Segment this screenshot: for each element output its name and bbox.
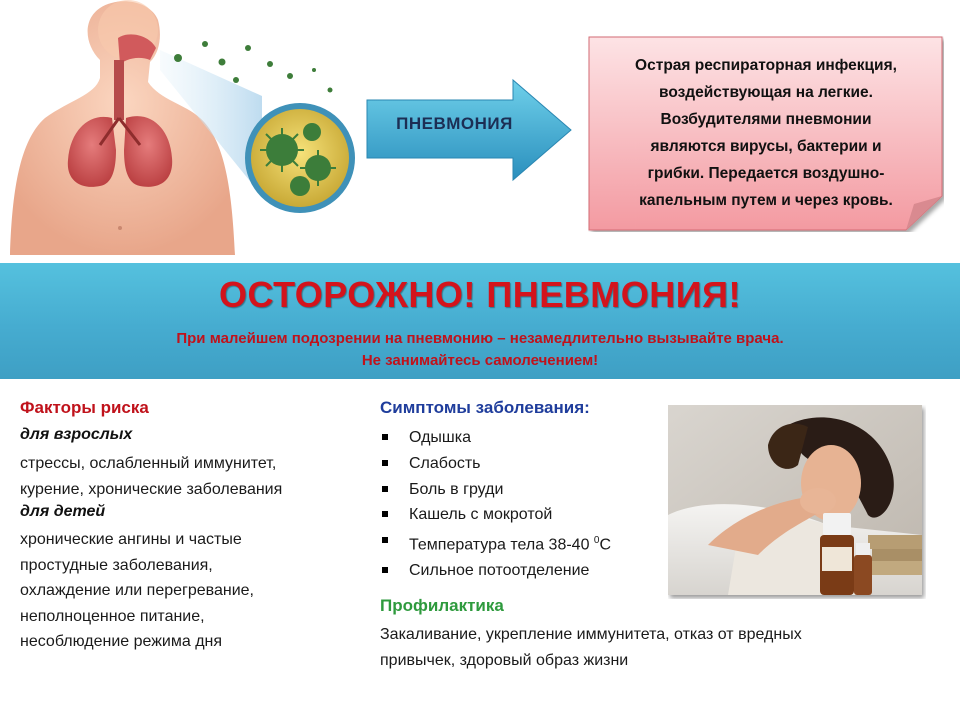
- bullet-icon: [382, 567, 388, 573]
- symptom-item: [380, 477, 611, 503]
- symptom-item: [380, 451, 611, 477]
- prevention-title: Профилактика: [380, 596, 504, 615]
- symptom-item: [380, 558, 611, 584]
- symptom-item: [380, 528, 611, 558]
- bullet-icon: [382, 460, 388, 466]
- bullet-icon: [382, 537, 388, 543]
- risk-line: охлаждение или перегревание,: [20, 582, 254, 599]
- definition-line: капельным путем и через кровь.: [639, 192, 893, 209]
- risk-adults-text: [20, 451, 365, 502]
- risk-children-label: для детей: [20, 503, 106, 520]
- definition-line: грибки. Передается воздушно-: [647, 165, 885, 182]
- symptom-item: [380, 425, 611, 451]
- prevention-line: привычек, здоровый образ жизни: [380, 651, 629, 669]
- symptom-text: Одышка: [409, 429, 472, 446]
- temperature-degree: 0: [593, 535, 600, 547]
- risk-line: стрессы, ослабленный иммунитет,: [20, 455, 277, 472]
- symptom-item: [380, 502, 611, 528]
- risk-factors-title: Факторы риска: [20, 398, 149, 417]
- warning-subtitle-line: Не занимайтесь самолечением!: [361, 352, 599, 369]
- definition-line: являются вирусы, бактерии и: [650, 138, 882, 155]
- symptoms-list: [380, 425, 611, 584]
- bullet-icon: [382, 486, 388, 492]
- symptom-text: Слабость: [409, 454, 481, 472]
- symptoms-title: Симптомы заболевания:: [380, 398, 590, 417]
- risk-line: простудные заболевания,: [20, 556, 213, 574]
- temperature-unit: С: [599, 536, 612, 554]
- risk-line: курение, хронические заболевания: [20, 480, 283, 498]
- symptom-text: Температура тела 38-40: [409, 536, 590, 554]
- definition-line: Возбудителями пневмонии: [660, 111, 872, 128]
- definition-line: воздействующая на легкие.: [659, 84, 873, 101]
- arrow-label: ПНЕВМОНИЯ: [396, 114, 513, 133]
- respiratory-system-illustration: [0, 0, 360, 255]
- warning-title: ОСТОРОЖНО! ПНЕВМОНИЯ!: [219, 274, 741, 315]
- bullet-icon: [382, 434, 388, 440]
- risk-adults-label: для взрослых: [20, 426, 133, 443]
- bullet-icon: [382, 511, 388, 517]
- prevention-text: [380, 622, 910, 673]
- risk-line: хронические ангины и частые: [20, 531, 242, 548]
- risk-line: неполноценное питание,: [20, 607, 205, 625]
- symptom-text: Кашель с мокротой: [409, 506, 553, 524]
- symptom-text: Сильное потоотделение: [409, 562, 590, 580]
- prevention-line: Закаливание, укрепление иммунитета, отказ от вредных: [380, 626, 802, 643]
- risk-children-text: [20, 527, 365, 655]
- risk-line: несоблюдение режима дня: [20, 633, 223, 650]
- sick-woman-photo: [668, 405, 926, 599]
- symptom-text: Боль в груди: [409, 480, 504, 498]
- warning-subtitle-line: При малейшем подозрении на пневмонию – незамедлительно вызывайте врача.: [176, 330, 784, 347]
- definition-text: [598, 52, 934, 214]
- definition-line: Острая респираторная инфекция,: [635, 57, 897, 74]
